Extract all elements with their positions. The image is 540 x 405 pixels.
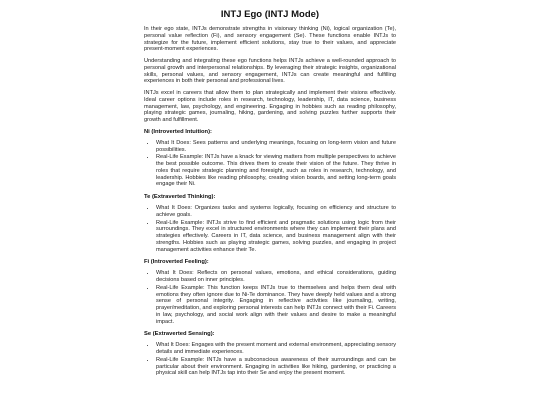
document-body	[144, 0, 396, 383]
bullet-list	[144, 270, 396, 325]
section-te	[144, 194, 396, 253]
page-title: INTJ Ego (INTJ Mode)	[220, 9, 320, 20]
section-ni	[144, 129, 396, 188]
intro-paragraph-ego-state: In their ego state, INTJs demonstrate strengths in visionary thinking (Ni), logical organization (Te), personal value reflection (Fi), and sensory engagement (Se). These functions enable INTJs to strategize for the future, implement efficient solutions, stay true to their values, and appreciate present-moment experiences.	[144, 26, 396, 53]
list-item: • Real-Life Example: This function keeps INTJs true to themselves and helps them deal with emotions they often ignore due to Ni-Te dominance. They have deeply held values and a strong sense of personal integrity. Engaging in reflective activities like journaling, writing, prayer/meditation, and exploring personal interests can help INTJs connect with their Fi. Careers in law, psychology, and social work align with their values and desire to make a meaningful impact.	[156, 285, 396, 326]
list-item: • Real-Life Example: INTJs strive to find efficient and pragmatic solutions using logic from their surroundings. They excel in structured environments where they can implement their plans and strategies effectively. Careers in IT, data science, and business management align with their strengths. Hobbies such as playing strategic games, solving puzzles, and engaging in project management activities enhance their Te.	[156, 220, 396, 254]
list-item: • Real-Life Example: INTJs have a subconscious awareness of their surroundings and can be particular about their environment. Engaging in activities like hiking, gardening, or practicing a physical skill can help INTJs tap into their Se and enjoy the present moment.	[156, 357, 396, 377]
list-item: • What It Does: Sees patterns and underlying meanings, focusing on long-term vision and future possibilities.	[156, 140, 396, 154]
section-se	[144, 331, 396, 377]
list-item: • Real-Life Example: INTJs have a knack for viewing matters from multiple perspectives to achieve the best possible outcome. This drives them to create their vision of the future. They thrive in roles that require strategic planning and foresight, such as roles in research, technology, and leadership. Hobbies like reading philosophy, creating vision boards, and setting long-term goals engage their Ni.	[156, 154, 396, 188]
section-heading: Ni (Introverted Intuition):	[144, 128, 212, 135]
section-heading: Te (Extraverted Thinking):	[144, 194, 216, 200]
section-heading: Fi (Introverted Feeling):	[144, 259, 209, 266]
bullet-list	[144, 342, 396, 377]
section-fi	[144, 259, 396, 325]
intro-paragraph-integration: Understanding and integrating these ego functions helps INTJs achieve a well-rounded approach to personal growth and interpersonal relationships. By leveraging their strategic insights, organizational skills, personal values, and sensory engagement, INTJs can create meaningful and fulfilling experiences in both their personal and professional lives.	[144, 58, 396, 85]
list-item: • What It Does: Engages with the present moment and external environment, appreciating sensory details and immediate experiences.	[156, 342, 396, 356]
section-heading: Se (Extraverted Sensing):	[144, 331, 215, 338]
list-item: • What It Does: Reflects on personal values, emotions, and ethical considerations, guiding decisions based on inner principles.	[156, 270, 396, 284]
list-item: • What It Does: Organizes tasks and systems logically, focusing on efficiency and structure to achieve goals.	[156, 205, 396, 219]
bullet-list	[144, 205, 396, 253]
bullet-list	[144, 140, 396, 188]
intro-paragraph-careers: INTJs excel in careers that allow them to plan strategically and implement their visions effectively. Ideal career options include roles in research, technology, leadership, IT, data science, business management, law, psychology, and engineering. Engaging in hobbies such as reading philosophy, playing strategic games, journaling, hiking, gardening, and solving puzzles further supports their growth and fulfillment.	[144, 90, 396, 123]
